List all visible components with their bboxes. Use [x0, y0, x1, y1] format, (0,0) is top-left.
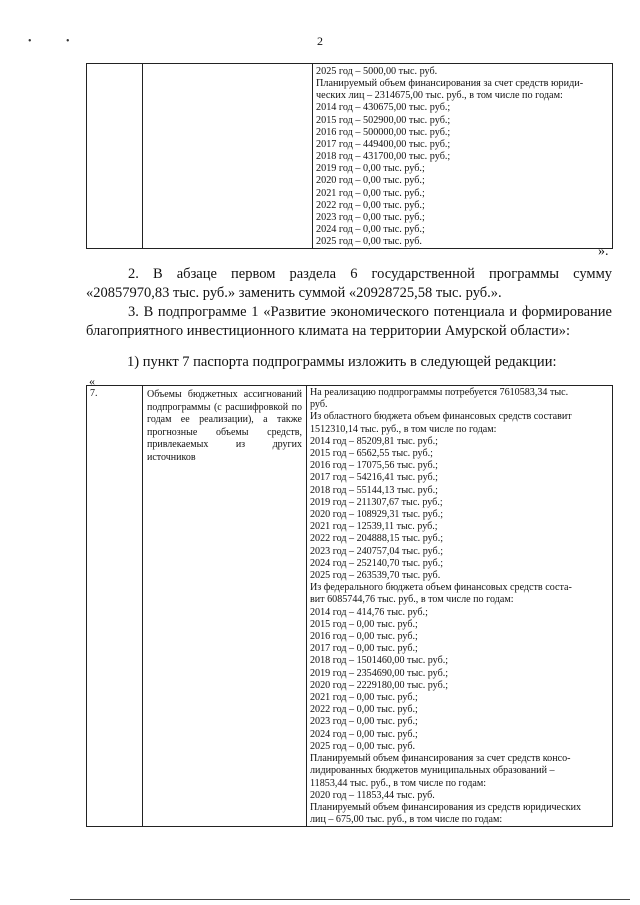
top-table-fragment	[86, 63, 613, 249]
funding-line: 2016 год – 500000,00 тыс. руб.;	[316, 126, 451, 138]
funding-line: 2023 год – 240757,04 тыс. руб.;	[310, 545, 444, 557]
funding-line: 2020 год – 108929,31 тыс. руб.;	[310, 509, 444, 521]
funding-line: 2020 год – 2229180,00 тыс. руб.;	[310, 679, 449, 691]
funding-line: 2014 год – 85209,81 тыс. руб.;	[310, 435, 438, 447]
funding-line: 2019 год – 211307,67 тыс. руб.;	[310, 496, 443, 508]
page-number: 2	[317, 34, 323, 48]
paragraph-3-item-1: 1) пункт 7 паспорта подпрограммы изложить в следующей редакции:	[127, 354, 557, 370]
funding-line: 2015 год – 502900,00 тыс. руб.;	[316, 114, 451, 126]
funding-line: 2014 год – 430675,00 тыс. руб.;	[316, 102, 451, 114]
funding-line: 2025 год – 5000,00 тыс. руб.	[316, 66, 438, 77]
funding-line: Планируемый объем финансирования из средств юридических	[310, 801, 582, 813]
page-bottom-edge	[70, 899, 630, 900]
funding-line: ческих лиц – 2314675,00 тыс. руб., в том числе по годам:	[316, 90, 563, 102]
passport-item-content	[307, 386, 613, 827]
funding-line: 1512310,14 тыс. руб., в том числе по годам:	[310, 423, 497, 435]
funding-line: 2022 год – 0,00 тыс. руб.;	[310, 704, 418, 716]
funding-line: 2025 год – 0,00 тыс. руб.	[316, 236, 422, 248]
funding-line: 2019 год – 2354690,00 тыс. руб.;	[310, 667, 449, 679]
top-table-col-number	[87, 64, 143, 249]
funding-line: 2018 год – 55144,13 тыс. руб.;	[310, 484, 438, 496]
funding-line: 2018 год – 1501460,00 тыс. руб.;	[310, 655, 449, 667]
passport-item-label: Объемы бюджетных ассигнований подпрограммы (с расшифровкой по годам ее реализации), а также прогнозные объемы средств, привлекаемых из других источников	[143, 386, 307, 827]
funding-line: 2021 год – 0,00 тыс. руб.;	[310, 692, 418, 704]
passport-item-number: 7.	[87, 386, 143, 827]
top-table-col-label	[143, 64, 313, 249]
funding-line: 2024 год – 0,00 тыс. руб.;	[316, 224, 425, 236]
funding-line: руб.	[310, 399, 328, 411]
funding-line: 2015 год – 0,00 тыс. руб.;	[310, 618, 418, 630]
funding-line: 2016 год – 0,00 тыс. руб.;	[310, 631, 418, 643]
funding-line: 2017 год – 449400,00 тыс. руб.;	[316, 138, 451, 150]
closing-quote: ».	[598, 244, 609, 259]
funding-line: 2023 год – 0,00 тыс. руб.;	[316, 211, 425, 223]
funding-line: 2025 год – 0,00 тыс. руб.	[310, 740, 415, 752]
funding-line: вит 6085744,76 тыс. руб., в том числе по годам:	[310, 594, 514, 606]
funding-line: Из областного бюджета объем финансовых средств составит	[310, 411, 572, 423]
opening-quote: «	[89, 374, 95, 388]
funding-line: Из федерального бюджета объем финансовых средств соста-	[310, 582, 572, 594]
funding-line: 2016 год – 17075,56 тыс. руб.;	[310, 460, 438, 472]
funding-line: 2021 год – 12539,11 тыс. руб.;	[310, 521, 438, 533]
funding-line: лидированных бюджетов муниципальных образований –	[310, 765, 555, 777]
funding-line: 2020 год – 11853,44 тыс. руб.	[310, 789, 435, 801]
funding-line: 2020 год – 0,00 тыс. руб.;	[316, 175, 425, 187]
paragraph-3: 3. В подпрограмме 1 «Развитие экономического потенциала и формирование благоприятного инвестиционного климата на территории Амурской области»:	[86, 304, 612, 339]
funding-line: лиц – 675,00 тыс. руб., в том числе по годам:	[310, 814, 503, 826]
funding-line: 2015 год – 6562,55 тыс. руб.;	[310, 448, 433, 460]
funding-line: 2017 год – 0,00 тыс. руб.;	[310, 643, 418, 655]
funding-line: 2024 год – 0,00 тыс. руб.;	[310, 728, 418, 740]
funding-line: 2023 год – 0,00 тыс. руб.;	[310, 716, 418, 728]
top-table-col-content	[313, 64, 613, 249]
funding-line: 2014 год – 414,76 тыс. руб.;	[310, 606, 428, 618]
scan-mark-right: •	[66, 36, 70, 47]
funding-line: Планируемый объем финансирования за счет средств консо-	[310, 753, 571, 765]
paragraph-2: 2. В абзаце первом раздела 6 государственной программы сумму «20857970,83 тыс. руб.» заменить суммой «20928725,58 тыс. руб.».	[86, 266, 612, 301]
funding-line: 2019 год – 0,00 тыс. руб.;	[316, 163, 425, 175]
scan-mark-left: •	[28, 36, 32, 47]
funding-line: 2025 год – 263539,70 тыс. руб.	[310, 570, 441, 582]
funding-line: 2018 год – 431700,00 тыс. руб.;	[316, 151, 451, 163]
funding-line: Планируемый объем финансирования за счет средств юриди-	[316, 78, 584, 90]
funding-line: На реализацию подпрограммы потребуется 7610583,34 тыс.	[310, 387, 569, 398]
funding-line: 2024 год – 252140,70 тыс. руб.;	[310, 557, 444, 569]
passport-table	[86, 385, 613, 827]
funding-line: 2017 год – 54216,41 тыс. руб.;	[310, 472, 438, 484]
funding-line: 2022 год – 204888,15 тыс. руб.;	[310, 533, 444, 545]
funding-line: 2022 год – 0,00 тыс. руб.;	[316, 199, 425, 211]
funding-line: 2021 год – 0,00 тыс. руб.;	[316, 187, 425, 199]
funding-line: 11853,44 тыс. руб., в том числе по годам:	[310, 777, 487, 789]
